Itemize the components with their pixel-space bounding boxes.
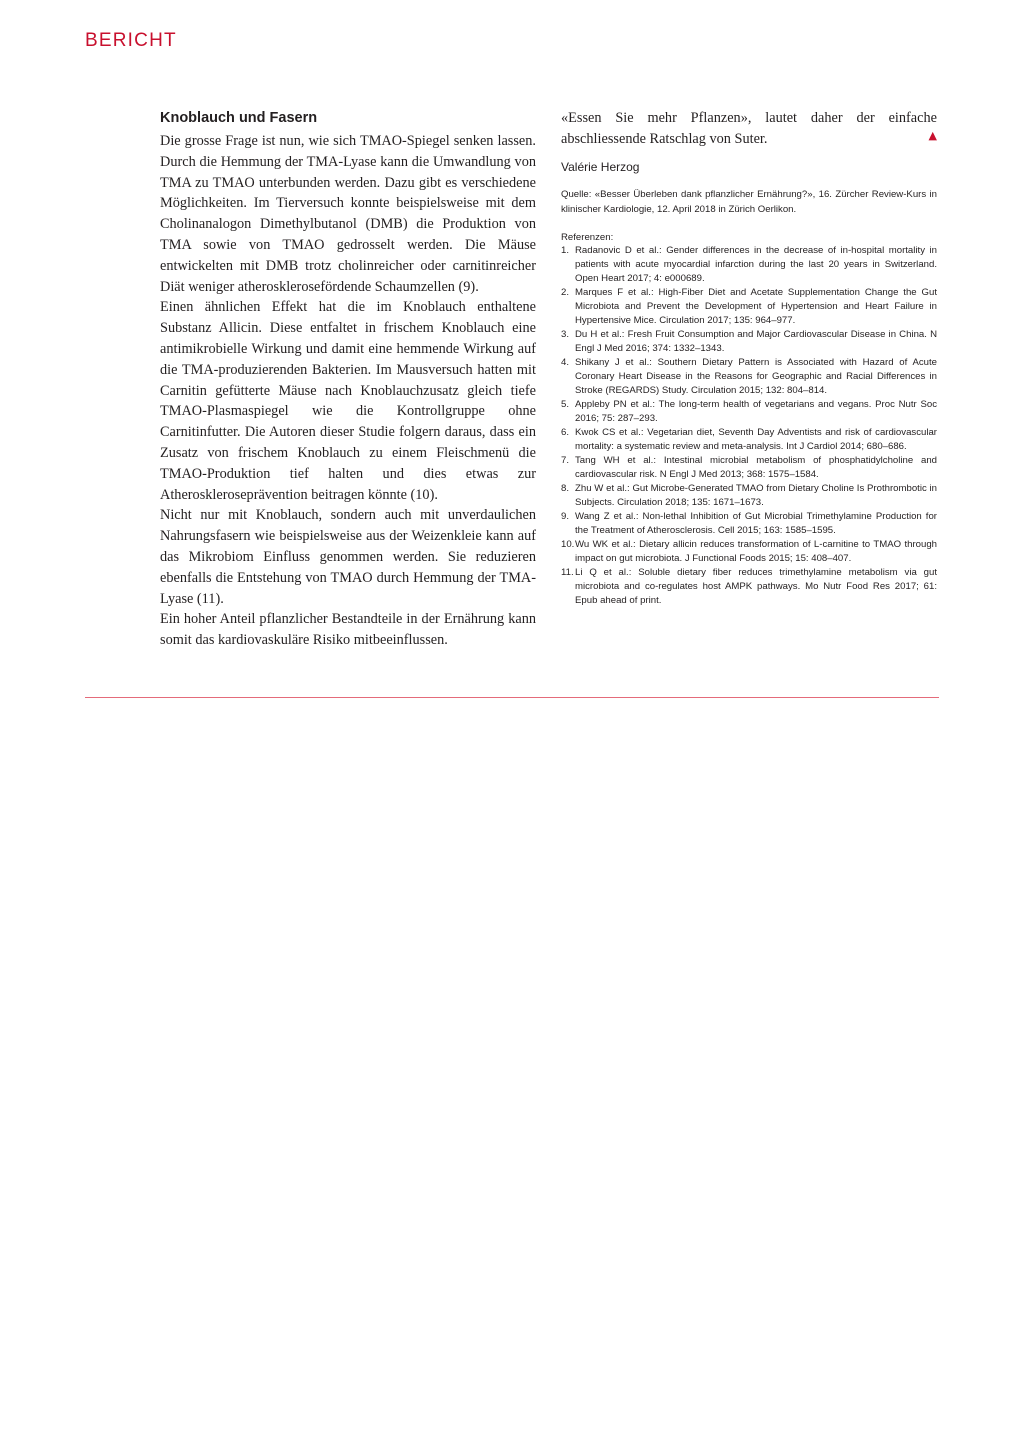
reference-item bbox=[561, 286, 937, 328]
reference-item bbox=[561, 356, 937, 398]
reference-number: 8. bbox=[561, 482, 570, 494]
reference-item bbox=[561, 482, 937, 510]
reference-text: Zhu W et al.: Gut Microbe-Generated TMAO from Dietary Choline Is Prothrombotic in Subjects. Circulation 2018; 135: 1671–1673. bbox=[575, 482, 937, 508]
footer-divider bbox=[85, 697, 939, 698]
reference-number: 6. bbox=[561, 426, 570, 438]
reference-text: Li Q et al.: Soluble dietary fiber reduces trimethylamine metabolism via gut microbiota and co-regulates host AMPK pathways. Mo Nutr Food Res 2017; 61: Epub ahead of print. bbox=[575, 566, 937, 606]
section-label: BERICHT bbox=[85, 30, 177, 51]
reference-number: 3. bbox=[561, 328, 570, 340]
article-paragraph: Die grosse Frage ist nun, wie sich TMAO-Spiegel senken lassen. Durch die Hemmung der TMA-Lyase kann die Umwandlung von TMA zu TMAO unterbunden werden. Dazu gibt es verschiedene Möglichkeiten. Im Tierversuch konnte beispielsweise mit dem Cholinanalogon Dimethylbutanol (DMB) die Produktion von TMA sowie von TMAO gedrosselt werden. Die Mäuse entwickelten mit DMB trotz cholinreicher oder carnitinreicher Diät weniger atherosklerosefördende Schaumzellen (9). bbox=[160, 133, 536, 295]
reference-item bbox=[561, 538, 937, 566]
reference-text: Du H et al.: Fresh Fruit Consumption and Major Cardiovascular Disease in China. N Engl J Med 2016; 374: 1332–1343. bbox=[575, 328, 937, 354]
reference-text: Kwok CS et al.: Vegetarian diet, Seventh Day Adventists and risk of cardiovascular mortality: a systematic review and meta-analysis. Int J Cardiol 2014; 680–686. bbox=[575, 426, 937, 452]
reference-text: Shikany J et al.: Southern Dietary Pattern is Associated with Hazard of Acute Coronary Heart Disease in the Reasons for Geographic and Racial Differences in Stroke (REGARDS) Study. Circulation 2015; 132: 804–814. bbox=[575, 356, 937, 396]
reference-item bbox=[561, 328, 937, 356]
reference-number: 4. bbox=[561, 356, 570, 368]
reference-number: 2. bbox=[561, 286, 570, 298]
end-of-article-icon: ▲ bbox=[928, 128, 937, 142]
reference-text: Appleby PN et al.: The long-term health of vegetarians and vegans. Proc Nutr Soc 2016; 75: 287–293. bbox=[575, 398, 937, 424]
article-body-left bbox=[160, 108, 536, 651]
source-note: Quelle: «Besser Überleben dank pflanzlicher Ernährung?», 16. Zürcher Review-Kurs in klinischer Kardiologie, 12. April 2018 in Zürich Oerlikon. bbox=[561, 188, 937, 215]
author-name: Valérie Herzog bbox=[561, 159, 640, 174]
article-paragraph: Einen ähnlichen Effekt hat die im Knoblauch enthaltene Substanz Allicin. Diese entfaltet in frischem Knoblauch eine antimikrobielle Wirkung und damit eine hemmende Wirkung auf die TMA-produzierenden Bakterien. Im Mausversuch hatten mit Carnitin gefütterte Mäuse nach Knoblauchzusatz gleich tiefe TMAO-Plasmaspiegel wie die Kontrollgruppe ohne Carnitinfutter. Die Autoren dieser Studie folgern daraus, dass ein Zusatz von frischem Knoblauch zu einem Fleischmenü die TMAO-Produktion tief halten und dies etwas zur Atheroskleroseprävention beitragen könnte (10). bbox=[160, 299, 536, 503]
reference-number: 11. bbox=[561, 566, 574, 578]
closing-paragraph bbox=[561, 108, 937, 150]
article-heading: Knoblauch und Fasern bbox=[160, 110, 318, 126]
article-body-right bbox=[561, 108, 937, 608]
reference-text: Wu WK et al.: Dietary allicin reduces transformation of L-carnitine to TMAO through impact on gut microbiota. J Functional Foods 2015; 15: 408–407. bbox=[575, 538, 937, 564]
reference-item bbox=[561, 454, 937, 482]
reference-text: Marques F et al.: High-Fiber Diet and Acetate Supplementation Change the Gut Microbiota and Prevent the Development of Hypertension and Heart Failure in Hypertensive Mice. Circulation 2017; 135: 964–977. bbox=[575, 286, 937, 326]
reference-item bbox=[561, 566, 937, 608]
reference-number: 5. bbox=[561, 398, 570, 410]
reference-item bbox=[561, 398, 937, 426]
reference-text: Radanovic D et al.: Gender differences in the decrease of in-hospital mortality in patients with acute myocardial infarction during the last 20 years in Switzerland. Open Heart 2017; 4: e000689. bbox=[575, 244, 937, 284]
references-title: Referenzen: bbox=[561, 231, 614, 243]
reference-item bbox=[561, 426, 937, 454]
reference-item bbox=[561, 510, 937, 538]
reference-number: 1. bbox=[561, 244, 570, 256]
reference-list bbox=[561, 244, 937, 608]
reference-item bbox=[561, 244, 937, 286]
article-paragraph: Ein hoher Anteil pflanzlicher Bestandteile in der Ernährung kann somit das kardiovaskuläre Risiko mitbeeinflussen. bbox=[160, 611, 536, 649]
reference-number: 7. bbox=[561, 454, 570, 466]
reference-text: Tang WH et al.: Intestinal microbial metabolism of phosphatidylcholine and cardiovascular risk. N Engl J Med 2013; 368: 1575–1584. bbox=[575, 454, 937, 480]
reference-number: 10. bbox=[561, 538, 575, 550]
closing-text: «Essen Sie mehr Pflanzen», lautet daher der einfache abschliessende Ratschlag von Suter. bbox=[561, 110, 937, 147]
article-paragraph: Nicht nur mit Knoblauch, sondern auch mit unverdaulichen Nahrungsfasern wie beispielsweise aus der Weizenkleie kann auf das Mikrobiom Einfluss genommen werden. Sie reduzieren ebenfalls die Entstehung von TMAO durch Hemmung der TMA-Lyase (11). bbox=[160, 507, 536, 607]
reference-text: Wang Z et al.: Non-lethal Inhibition of Gut Microbial Trimethylamine Production for the Treatment of Atherosclerosis. Cell 2015; 163: 1585–1595. bbox=[575, 510, 937, 536]
reference-number: 9. bbox=[561, 510, 570, 522]
